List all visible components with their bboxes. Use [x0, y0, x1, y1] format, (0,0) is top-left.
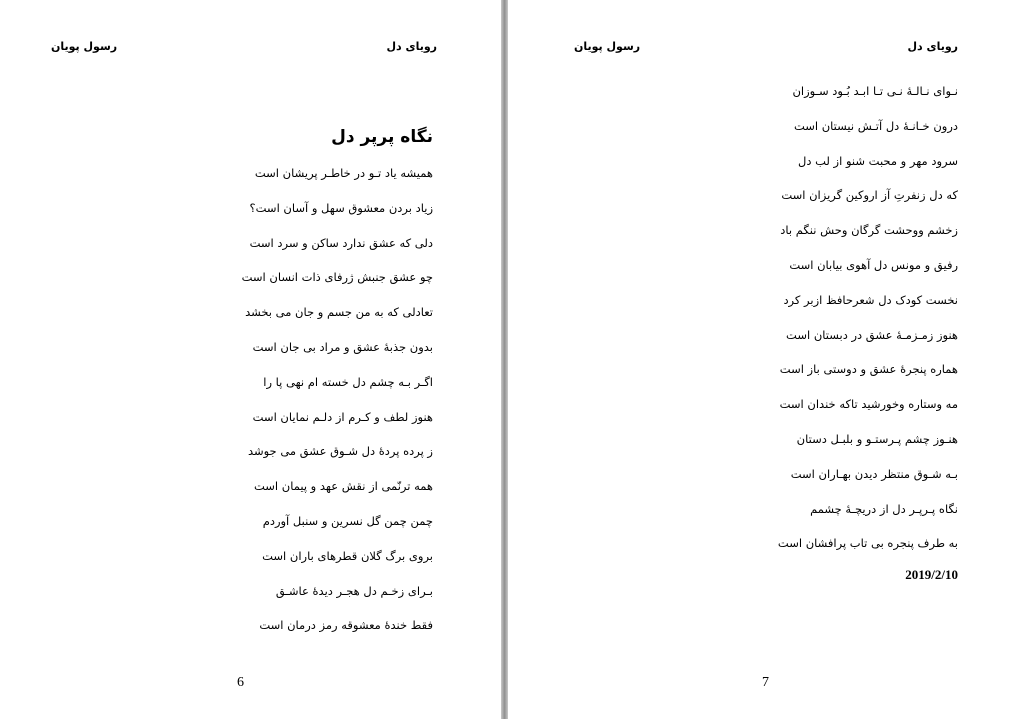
- header-book-title: رویای دل: [907, 40, 958, 53]
- poem-lines-left: [242, 163, 433, 650]
- poem-line: سرود مهر و محبت شنو از لب دل: [797, 153, 958, 168]
- poem-line: رفیق و مونس دل آهوی بیابان است: [789, 257, 958, 272]
- poem-title: نگاه پرپر دل: [331, 127, 433, 147]
- poem-line: بـه شـوق منتظر دیدن بهـاران است: [790, 466, 958, 481]
- poem-line: زخشم ووحشت گرگان وحش ننگم باد: [780, 223, 958, 238]
- poem-line: نخست کودک دل شعرحافظ ازبر کرد: [783, 292, 958, 307]
- poem-line: چو عشق جنبش ژرفای ذات انسان است: [241, 270, 433, 285]
- page-number-left: 6: [237, 675, 244, 690]
- poem-lines-right: [778, 81, 958, 568]
- header-author: رسول پویان: [51, 40, 118, 53]
- poem-line: چمن چمن گل نسرین و سنبل آوردم: [262, 513, 433, 528]
- poem-line: ز پرده پردهٔ دل شـوق عشق می جوشد: [247, 444, 433, 459]
- poem-line: زیاد بردن معشوق سهل و آسان است؟: [249, 200, 433, 215]
- poem-line: که دل زنفرتِ آز اروکین گریزان است: [781, 188, 958, 203]
- right-page: [508, 0, 1024, 719]
- poem-date: 2019/2/10: [905, 567, 958, 582]
- header-author: رسول پویان: [574, 40, 641, 53]
- poem-line: اگـر بـه چشم دل خسته ام نهی پا را: [263, 374, 433, 389]
- left-page: [0, 0, 501, 719]
- poem-line: هماره پنجرهٔ عشق و دوستی باز است: [779, 362, 958, 377]
- poem-line: همیشه یاد تـو در خاطـر پریشان است: [254, 166, 433, 180]
- header-book-title: رویای دل: [386, 40, 437, 53]
- poem-line: درون خـانـهٔ دل آتـش نیستان است: [793, 118, 958, 133]
- poem-line: هنوز زمـزمـهٔ عشق در دبستان است: [786, 327, 958, 342]
- poem-line: بدون جذبهٔ عشق و مراد بی جان است: [252, 339, 433, 354]
- page-number-right: 7: [762, 675, 769, 690]
- poem-line: هنوز لطف و کـرم از دلـم نمایان است: [252, 409, 433, 424]
- poem-line: فقط خندهٔ معشوقه رمز درمان است: [259, 618, 433, 633]
- poem-line: نگاه پـرپـر دل از دریچـهٔ چشمم: [810, 501, 958, 516]
- poem-line: دلی که عشق ندارد ساکن و سرد است: [249, 235, 433, 250]
- poem-line: بروی برگ گلان قطرهای باران است: [262, 548, 433, 563]
- poem-line: هنـوز چشم پـرستـو و بلبـل دستان: [796, 431, 958, 446]
- poem-line: بـرای زخـم دل هجـر دیدهٔ عاشـق: [275, 583, 433, 598]
- poem-line: به طرف پنجره بی تاب پرافشان است: [777, 536, 958, 551]
- poem-line: همه ترنّمی از نقش عهد و پیمان است: [253, 479, 433, 494]
- poem-line: مه وستاره وخورشید تاکه خندان است: [779, 397, 958, 412]
- poem-line: تعادلی که به من جسم و جان می بخشد: [245, 305, 433, 320]
- poem-line: نـوای نـالـهٔ نـی تـا ابـد بُـود سـوزان: [792, 84, 958, 98]
- book-gutter: [501, 0, 508, 719]
